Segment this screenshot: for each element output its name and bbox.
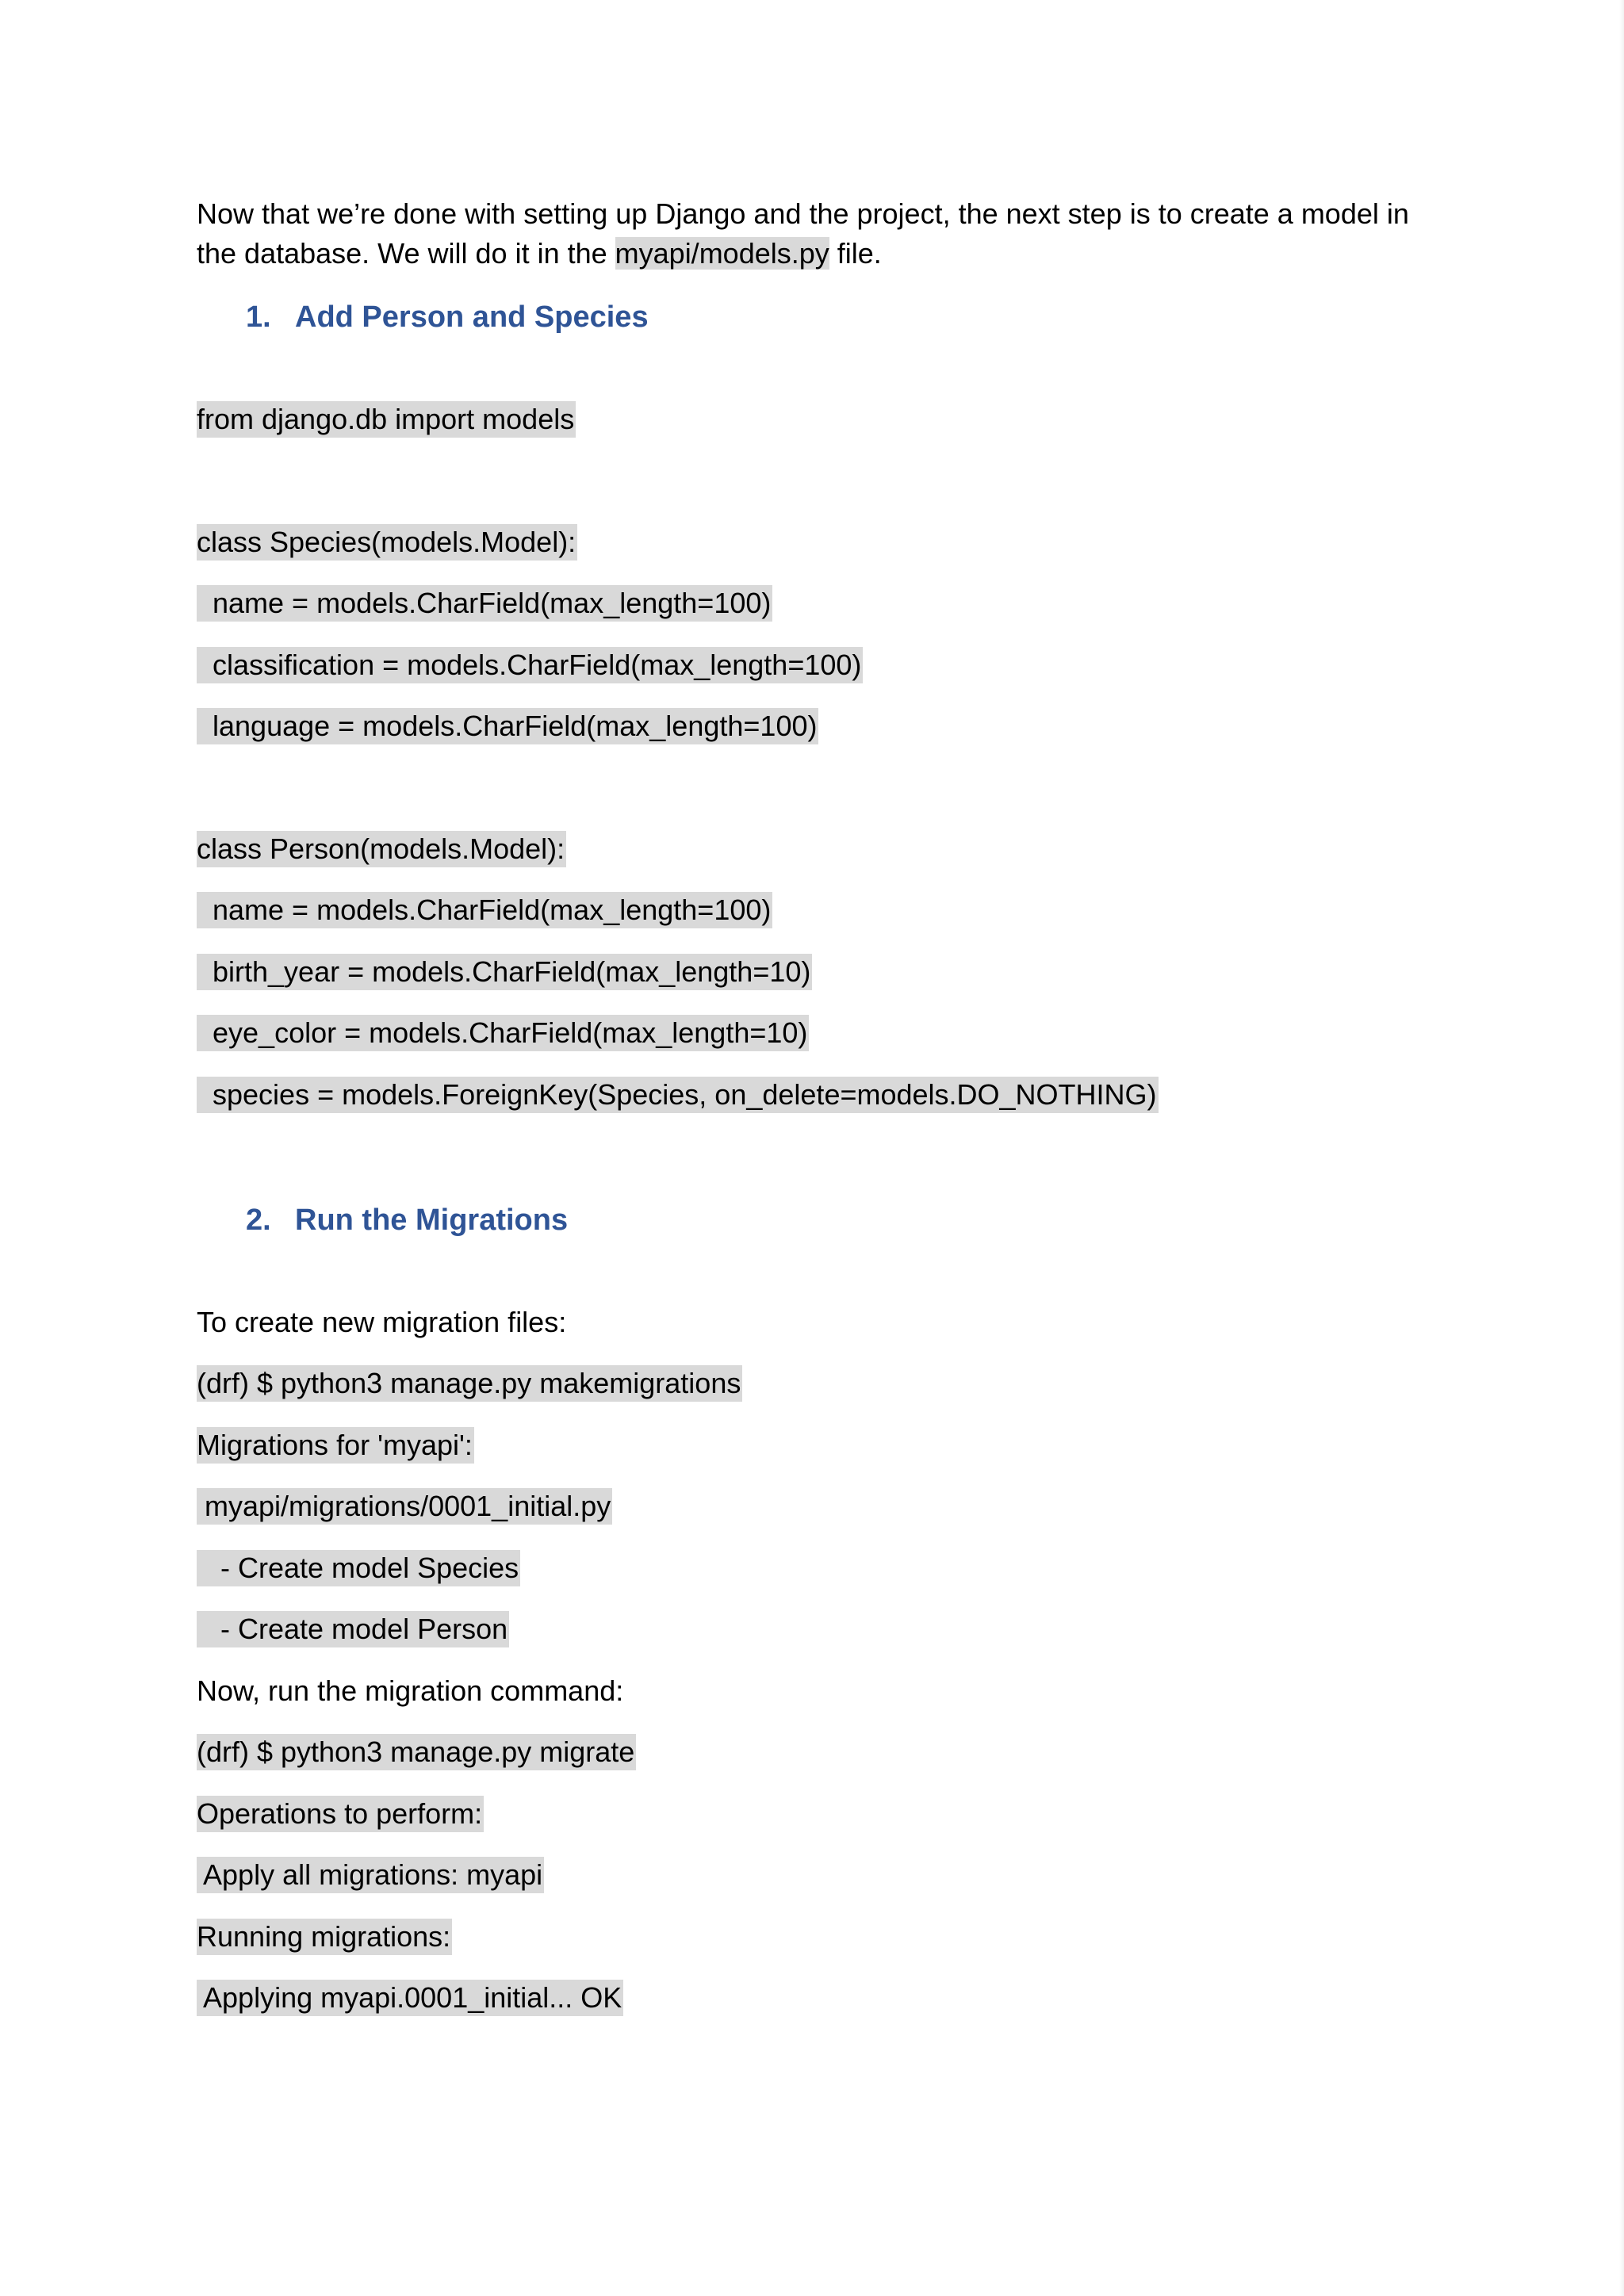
- code-line: Apply all migrations: myapi: [197, 1857, 544, 1893]
- code-line: name = models.CharField(max_length=100): [197, 892, 772, 928]
- code-line: classification = models.CharField(max_length=100): [197, 647, 863, 683]
- code-line: Migrations for 'myapi':: [197, 1427, 474, 1464]
- section-title-1: Add Person and Species: [295, 300, 649, 334]
- code-line: - Create model Person: [197, 1611, 509, 1647]
- code-line: (drf) $ python3 manage.py migrate: [197, 1734, 636, 1770]
- intro-inline-code: myapi/models.py: [615, 237, 829, 270]
- code-line: birth_year = models.CharField(max_length=10): [197, 954, 812, 990]
- intro-text-after: file.: [829, 237, 882, 270]
- section-heading-1: [246, 297, 649, 337]
- intro-text-before: Now that we’re done with setting up Django and the project, the next step is to create a model in the database. We will do it in the: [197, 197, 1409, 270]
- code-line: name = models.CharField(max_length=100): [197, 585, 772, 622]
- section-number-2: 2.: [246, 1203, 271, 1237]
- page-edge-shadow: [1619, 0, 1624, 2296]
- code-line: language = models.CharField(max_length=100): [197, 708, 818, 744]
- code-line: Applying myapi.0001_initial... OK: [197, 1980, 623, 2016]
- code-line: (drf) $ python3 manage.py makemigrations: [197, 1365, 742, 1402]
- code-line: Operations to perform:: [197, 1796, 484, 1832]
- section-title-2: Run the Migrations: [295, 1203, 569, 1237]
- migration-text-1: To create new migration files:: [197, 1306, 567, 1338]
- migration-text-2: Now, run the migration command:: [197, 1674, 624, 1707]
- code-line: from django.db import models: [197, 401, 576, 438]
- code-line: species = models.ForeignKey(Species, on_delete=models.DO_NOTHING): [197, 1077, 1159, 1113]
- code-line: class Person(models.Model):: [197, 831, 566, 867]
- section-heading-2: [246, 1200, 568, 1240]
- section-number-1: 1.: [246, 300, 271, 334]
- code-line: eye_color = models.CharField(max_length=10): [197, 1015, 809, 1051]
- code-line: - Create model Species: [197, 1550, 520, 1586]
- code-line: myapi/migrations/0001_initial.py: [197, 1488, 612, 1525]
- intro-paragraph: [197, 194, 1434, 274]
- code-line: Running migrations:: [197, 1919, 452, 1955]
- code-line: class Species(models.Model):: [197, 524, 577, 561]
